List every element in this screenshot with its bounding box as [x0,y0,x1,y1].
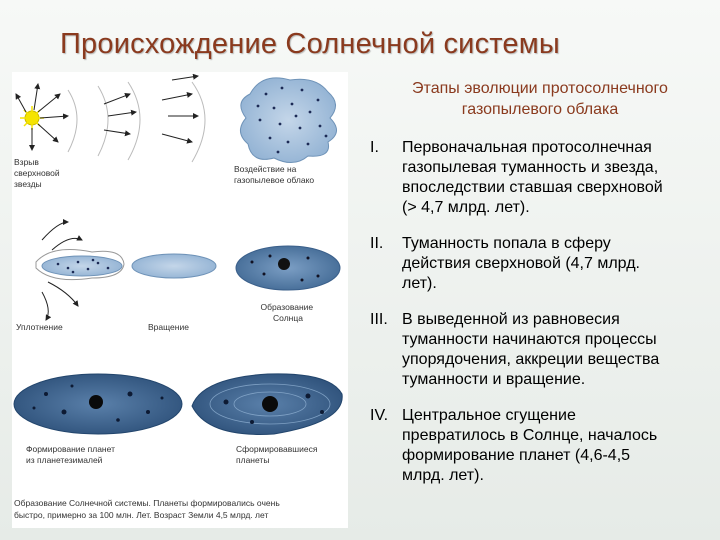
label-compaction: Уплотнение [16,322,63,332]
stage-text: Туманность попала в сферу действия сверхновой (4,7 млрд. лет). [402,235,640,292]
stage-number: I. [370,139,379,156]
stage-text: В выведенной из равновесия туманности начинаются процессы упорядочения, аккреции вещества туманности и вращение. [402,311,660,388]
central-sun [89,395,103,409]
supernova-diagram [16,76,205,162]
label-planet-formation: Формирование планет из планетезималей [26,444,115,465]
compacted-nebula [42,256,122,276]
stage-text: Первоначальная протосолнечная газопылевая туманность и звезда, впоследствии ставшая сверхновой (> 4,7 млрд. лет). [402,139,663,216]
stage-text: Центральное сгущение превратилось в Солнце, началось формирование планет (4,6-4,5 млрд. лет). [402,407,658,484]
figure-caption: Образование Солнечной системы. Планеты формировались очень быстро, примерно за 100 млн. Лет. Возраст Земли 4,5 млрд. лет [14,498,280,520]
stages-subtitle: Этапы эволюции протосолнечного газопылевого облака [412,80,668,118]
proto-sun [278,258,290,270]
label-rotation: Вращение [148,322,189,332]
formed-sun [262,396,278,412]
gas-dust-cloud-initial [240,78,336,163]
stage-number: III. [370,311,388,328]
label-impact: Воздействие на газопылевое облако [234,164,315,185]
slide-title: Происхождение Солнечной системы [60,28,560,60]
stage-number: IV. [370,407,389,424]
rotating-nebula [132,254,216,278]
label-formed-planets: Сформировавшиеся планеты [236,444,318,465]
solar-system-formation-figure [12,72,348,528]
label-sun-formation: Образование Солнца [260,302,314,323]
stage-number: II. [370,235,384,252]
label-supernova-burst: Взрыв сверхновой звезды [14,157,60,189]
